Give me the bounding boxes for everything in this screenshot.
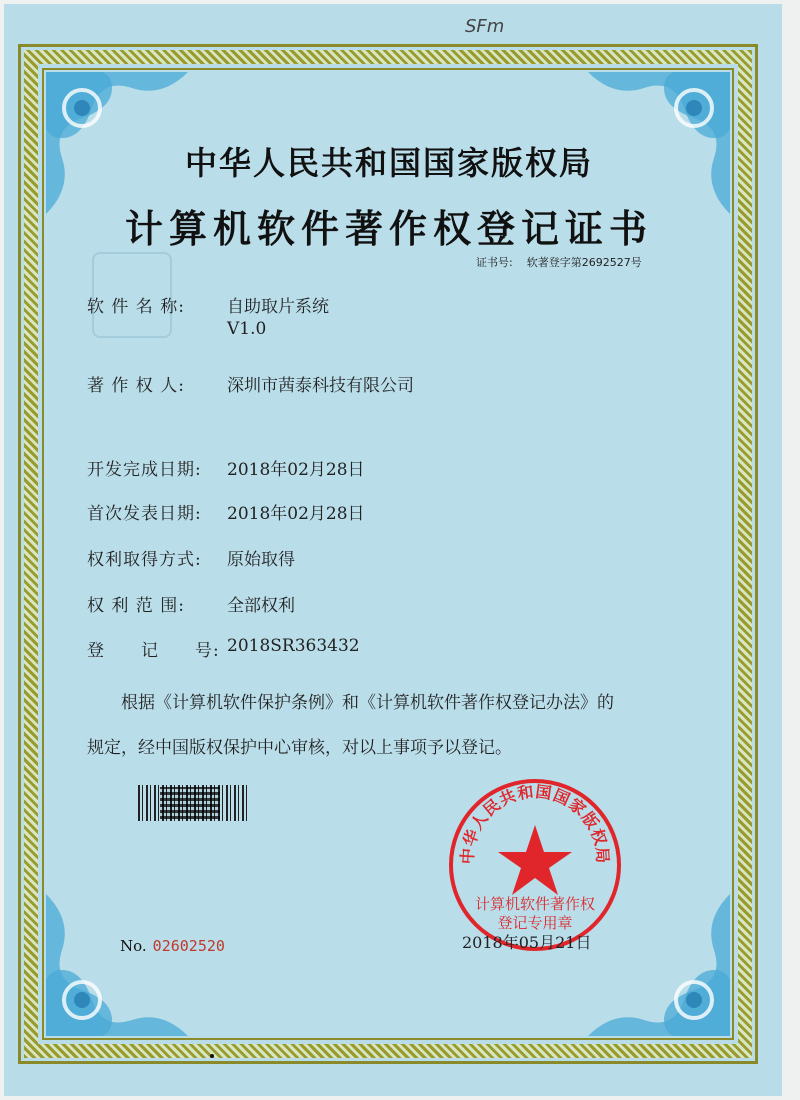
field-value: 原始取得 (227, 550, 295, 570)
seal-ring-text: 中华人民共和国国家版权局 (457, 781, 613, 865)
field-label: 软 件 名 称: (87, 297, 185, 317)
field-label: 登 记 号: (87, 641, 220, 661)
field-label: 著 作 权 人: (87, 376, 185, 396)
field-label: 权 利 范 围: (87, 596, 185, 616)
field-value: 深圳市茜泰科技有限公司 (227, 376, 414, 396)
seal-line-1: 计算机软件著作权 (474, 895, 596, 913)
certificate-number-label: 证书号: (476, 256, 513, 269)
field-software-name (87, 292, 329, 339)
seal-line-2: 登记专用章 (497, 914, 573, 932)
barcode (138, 785, 250, 821)
certificate-number (476, 254, 642, 270)
serial-number (120, 937, 225, 955)
software-name-value: 自助取片系统 (227, 297, 329, 317)
field-label: 开发完成日期: (87, 460, 202, 480)
serial-value: 02602520 (152, 937, 225, 955)
issue-date: 2018年05月21日 (462, 933, 592, 952)
field-value: 2018年02月28日 (227, 460, 365, 480)
certificate-title: 计算机软件著作权登记证书 (124, 207, 653, 251)
statement-line-1: 根据《计算机软件保护条例》和《计算机软件著作权登记办法》的 (87, 693, 614, 713)
field-copyright-owner (87, 371, 414, 396)
corner-ornament-bottom-left (42, 890, 192, 1040)
field-acquisition-method (87, 545, 295, 570)
field-value: 2018年02月28日 (227, 504, 365, 524)
field-value: 2018SR363432 (227, 636, 360, 656)
field-value (227, 292, 329, 339)
statement-line-2: 规定，经中国版权保护中心审核，对以上事项予以登记。 (87, 738, 512, 758)
field-registration-number (87, 636, 360, 661)
issuer-heading: 中华人民共和国国家版权局 (184, 144, 593, 182)
field-publish-date (87, 499, 365, 524)
field-label: 权利取得方式: (87, 550, 202, 570)
serial-label: No. (120, 937, 147, 955)
official-seal (445, 775, 625, 955)
qr-code (160, 787, 220, 819)
software-version-value: V1.0 (227, 319, 267, 339)
certificate-number-value: 软著登字第2692527号 (526, 256, 642, 269)
field-development-date (87, 455, 365, 480)
field-label: 首次发表日期: (87, 504, 202, 524)
field-value: 全部权利 (227, 596, 295, 616)
handwritten-note: SFm (465, 16, 505, 37)
field-rights-scope (87, 591, 295, 616)
punch-dot (210, 1054, 214, 1058)
